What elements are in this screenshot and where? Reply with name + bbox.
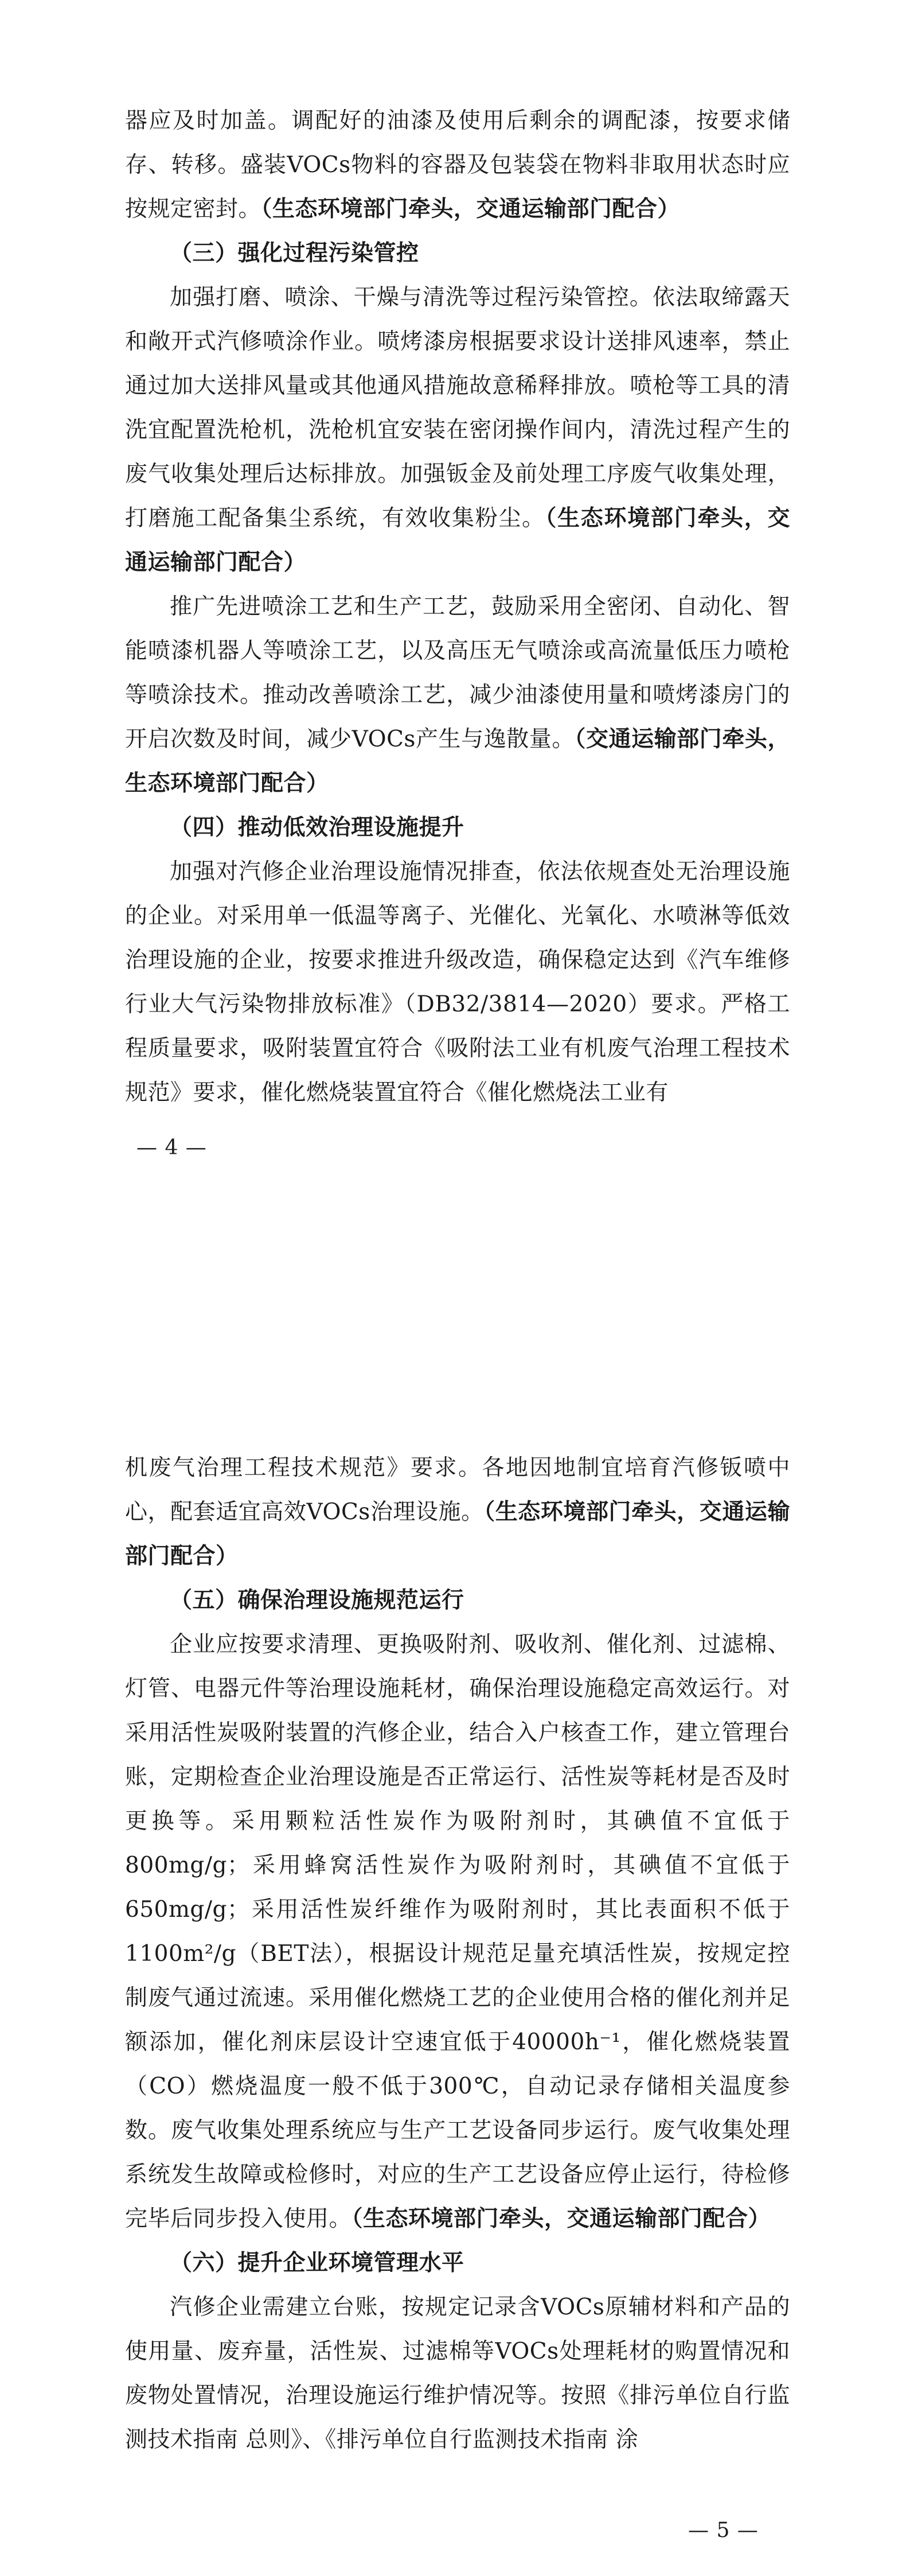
section-number: （四）: [170, 814, 238, 840]
section-number: （五）: [170, 1587, 238, 1613]
page-number: — 5 —: [688, 2519, 759, 2542]
paragraph: [125, 275, 790, 585]
page-5: [0, 1411, 910, 2576]
section-title: 强化过程污染管控: [237, 240, 419, 266]
section-heading-6: [125, 2241, 790, 2285]
section-number: （六）: [170, 2250, 238, 2276]
paragraph: [125, 99, 790, 231]
section-heading-5: [125, 1578, 790, 1622]
paragraph: [125, 1446, 790, 1578]
section-title: 提升企业环境管理水平: [237, 2250, 464, 2276]
paragraph-text: 机废气治理工程技术规范》要求。各地因地制宜培育汽修钣喷中心，配套适宜高效VOCs治理设施。: [125, 1455, 790, 1525]
section-number: （三）: [170, 240, 238, 266]
paragraph: [125, 585, 790, 806]
paragraph-text: 加强对汽修企业治理设施情况排查，依法依规查处无治理设施的企业。对采用单一低温等离子、光催化、光氧化、水喷淋等低效治理设施的企业，按要求推进升级改造，确保稳定达到《汽车维修行业大气污染物排放标准》（DB32/3814—2020）要求。严格工程质量要求，吸附装置宜符合《吸附法工业有机废气治理工程技术规范》要求，催化燃烧装置宜符合《催化燃烧法工业有: [125, 859, 790, 1106]
paragraph-text: 企业应按要求清理、更换吸附剂、吸收剂、催化剂、过滤棉、灯管、电器元件等治理设施耗材，确保治理设施稳定高效运行。对采用活性炭吸附装置的汽修企业，结合入户核查工作，建立管理台账，定期检查企业治理设施是否正常运行、活性炭等耗材是否及时更换等。采用颗粒活性炭作为吸附剂时，其碘值不宜低于800mg/g；采用蜂窝活性炭作为吸附剂时，其碘值不宜低于650mg/g；采用活性炭纤维作为吸附剂时，其比表面积不低于1100m²/g（BET法），根据设计规范足量充填活性炭，按规定控制废气通过流速。采用催化燃烧工艺的企业使用合格的催化剂并足额添加，催化剂床层设计空速宜低于40000h⁻¹，催化燃烧装置（CO）燃烧温度一般不低于300℃，自动记录存储相关温度参数。废气收集处理系统应与生产工艺设备同步运行。废气收集处理系统发生故障或检修时，对应的生产工艺设备应停止运行，待检修完毕后同步投入使用。: [125, 1632, 790, 2232]
page-5-body: [125, 1446, 790, 2462]
section-heading-3: [125, 231, 790, 275]
responsibility-note: （生态环境部门牵头，交通运输部门配合）: [125, 505, 790, 575]
responsibility-note: （生态环境部门牵头，交通运输部门配合）: [261, 196, 681, 222]
responsibility-note: （生态环境部门牵头，交通运输部门配合）: [125, 1499, 790, 1569]
paragraph-text: 推广先进喷涂工艺和生产工艺，鼓励采用全密闭、自动化、智能喷漆机器人等喷涂工艺，以及高压无气喷涂或高流量低压力喷枪等喷涂技术。推动改善喷涂工艺，减少油漆使用量和喷烤漆房门的开启次数及时间，减少VOCs产生与逸散量。: [125, 594, 790, 752]
section-heading-4: [125, 806, 790, 850]
page-4: [0, 0, 910, 1211]
page-number: — 4 —: [136, 1136, 207, 1159]
paragraph: [125, 850, 790, 1115]
section-title: 确保治理设施规范运行: [237, 1587, 464, 1613]
responsibility-note: （交通运输部门牵头，生态环境部门配合）: [125, 726, 790, 796]
paragraph-text: 加强打磨、喷涂、干燥与清洗等过程污染管控。依法取缔露天和敞开式汽修喷涂作业。喷烤漆房根据要求设计送排风速率，禁止通过加大送排风量或其他通风措施故意稀释排放。喷枪等工具的清洗宜配置洗枪机，洗枪机宜安装在密闭操作间内，清洗过程产生的废气收集处理后达标排放。加强钣金及前处理工序废气收集处理，打磨施工配备集尘系统，有效收集粉尘。: [125, 285, 790, 531]
section-title: 推动低效治理设施提升: [237, 814, 464, 840]
paragraph-text: 器应及时加盖。调配好的油漆及使用后剩余的调配漆，按要求储存、转移。盛装VOCs物料的容器及包装袋在物料非取用状态时应按规定密封。: [125, 108, 790, 222]
paragraph: [125, 1622, 790, 2241]
page-4-body: [125, 99, 790, 1115]
paragraph: [125, 2285, 790, 2462]
paragraph-text: 汽修企业需建立台账，按规定记录含VOCs原辅材料和产品的使用量、废弃量，活性炭、过滤棉等VOCs处理耗材的购置情况和废物处置情况，治理设施运行维护情况等。按照《排污单位自行监测技术指南 总则》、《排污单位自行监测技术指南 涂: [125, 2294, 790, 2453]
responsibility-note: （生态环境部门牵头，交通运输部门配合）: [351, 2205, 771, 2232]
